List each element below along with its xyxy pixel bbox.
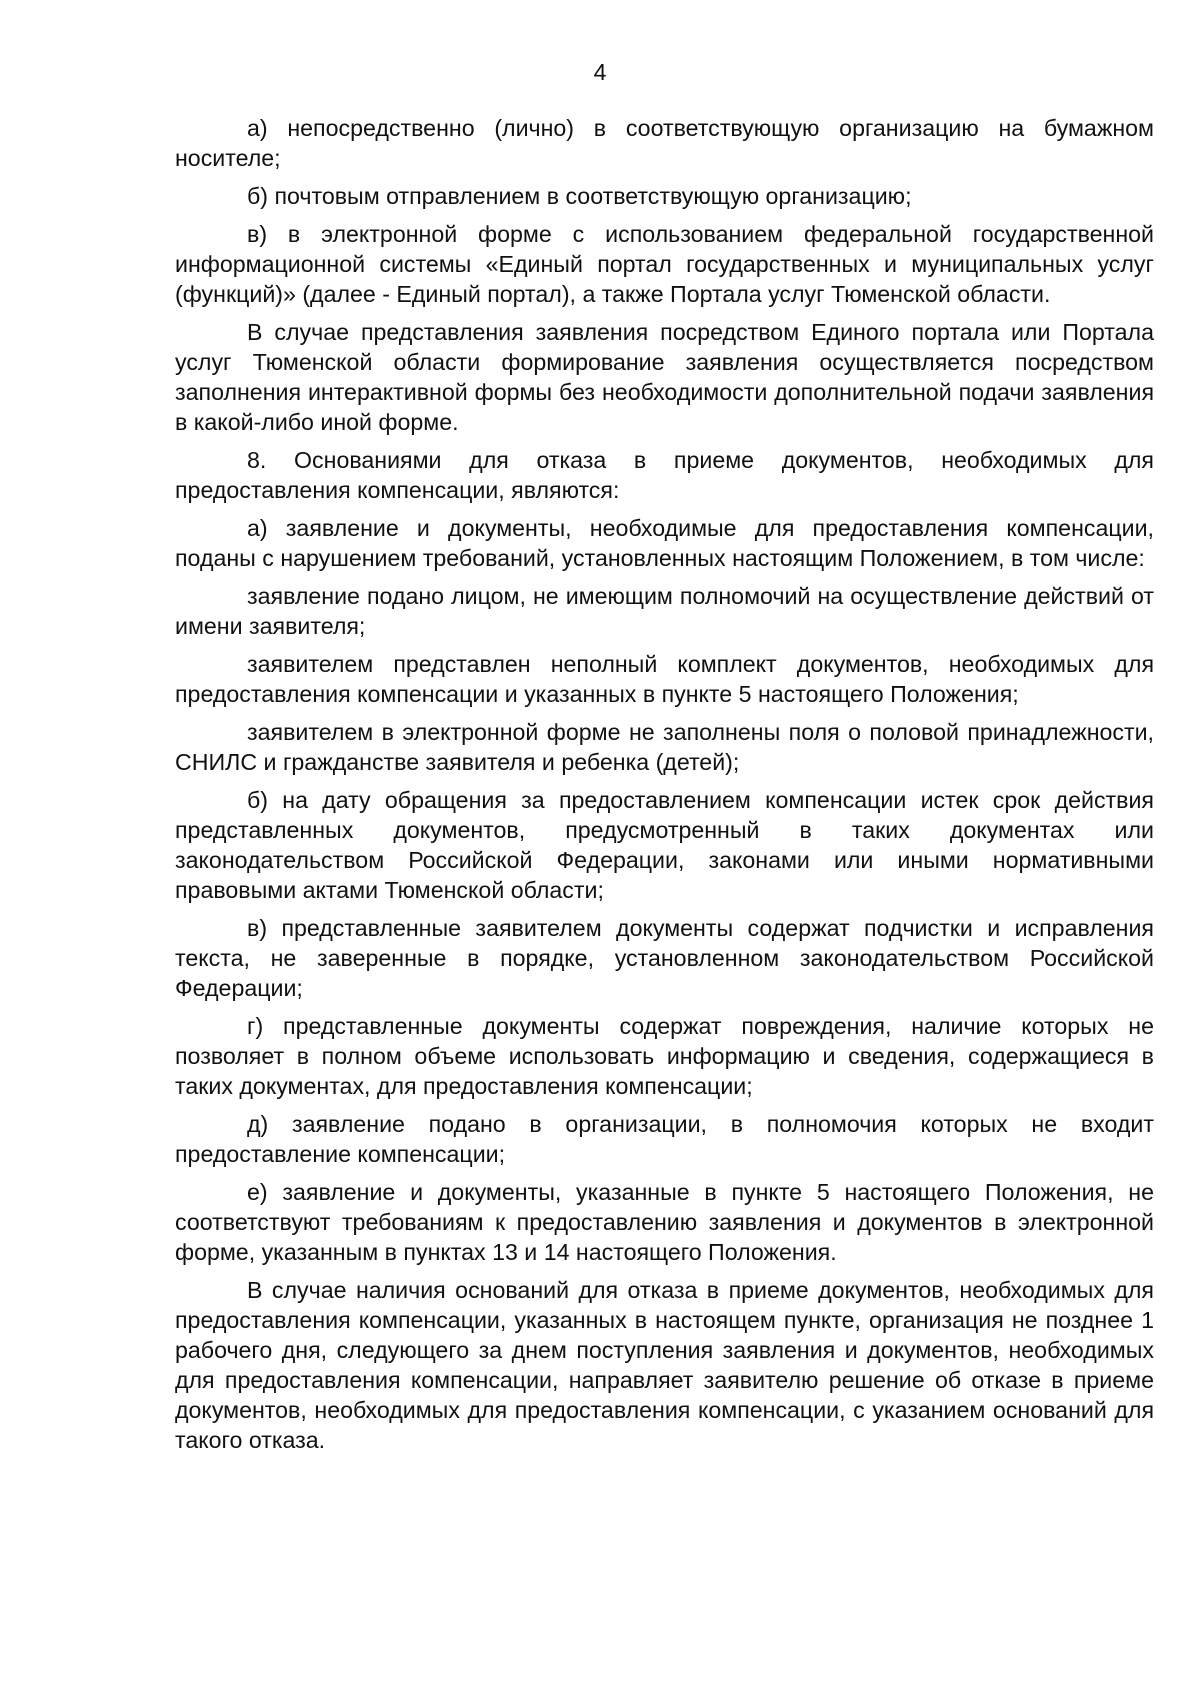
paragraph-item-v-electronic: в) в электронной форме с использованием федеральной государственной информационной системы «Единый портал государственных и муниципальных услуг (функций)» (далее - Единый портал), а также Портала услуг Тюменской области.: [175, 221, 1154, 307]
paragraph-refusal-a-authority: заявление подано лицом, не имеющим полномочий на осуществление действий от имени заявителя;: [175, 583, 1154, 639]
paragraph-point-8-heading: 8. Основаниями для отказа в приеме документов, необходимых для предоставления компенсации, являются:: [175, 447, 1154, 503]
paragraph-refusal-decision: В случае наличия оснований для отказа в приеме документов, необходимых для предоставления компенсации, указанных в настоящем пункте, организация не позднее 1 рабочего дня, следующего за днем поступления заявления и документов, необходимых для предоставления компенсации, направляет заявителю решение об отказе в приеме документов, необходимых для предоставления компенсации, с указанием оснований для такого отказа.: [175, 1277, 1154, 1453]
paragraph-refusal-a-incomplete: заявителем представлен неполный комплект документов, необходимых для предоставления компенсации и указанных в пункте 5 настоящего Положения;: [175, 651, 1154, 707]
document-body: [175, 113, 1154, 1463]
paragraph-refusal-d: д) заявление подано в организации, в полномочия которых не входит предоставление компенсации;: [175, 1111, 1154, 1167]
paragraph-item-a-in-person: а) непосредственно (лично) в соответствующую организацию на бумажном носителе;: [175, 115, 1154, 171]
paragraph-refusal-v: в) представленные заявителем документы содержат подчистки и исправления текста, не заверенные в порядке, установленном законодательством Российской Федерации;: [175, 915, 1154, 1001]
paragraph-refusal-e: е) заявление и документы, указанные в пункте 5 настоящего Положения, не соответствуют требованиям к предоставлению заявления и документов в электронной форме, указанным в пунктах 13 и 14 настоящего Положения.: [175, 1179, 1154, 1265]
page-number: 4: [593, 59, 607, 85]
paragraph-item-b-postal: б) почтовым отправлением в соответствующую организацию;: [247, 183, 912, 209]
paragraph-refusal-b: б) на дату обращения за предоставлением компенсации истек срок действия представленных документов, предусмотренный в таких документах или законодательством Российской Федерации, законами или иными нормативными правовыми актами Тюменской области;: [175, 787, 1154, 903]
paragraph-portal-submission: В случае представления заявления посредством Единого портала или Портала услуг Тюменской области формирование заявления осуществляется посредством заполнения интерактивной формы без необходимости дополнительной подачи заявления в какой-либо иной форме.: [175, 319, 1154, 435]
paragraph-refusal-g: г) представленные документы содержат повреждения, наличие которых не позволяет в полном объеме использовать информацию и сведения, содержащиеся в таких документах, для предоставления компенсации;: [175, 1013, 1154, 1099]
paragraph-refusal-a-fields: заявителем в электронной форме не заполнены поля о половой принадлежности, СНИЛС и гражданстве заявителя и ребенка (детей);: [175, 719, 1154, 775]
paragraph-refusal-a: а) заявление и документы, необходимые для предоставления компенсации, поданы с нарушением требований, установленных настоящим Положением, в том числе:: [175, 515, 1154, 571]
